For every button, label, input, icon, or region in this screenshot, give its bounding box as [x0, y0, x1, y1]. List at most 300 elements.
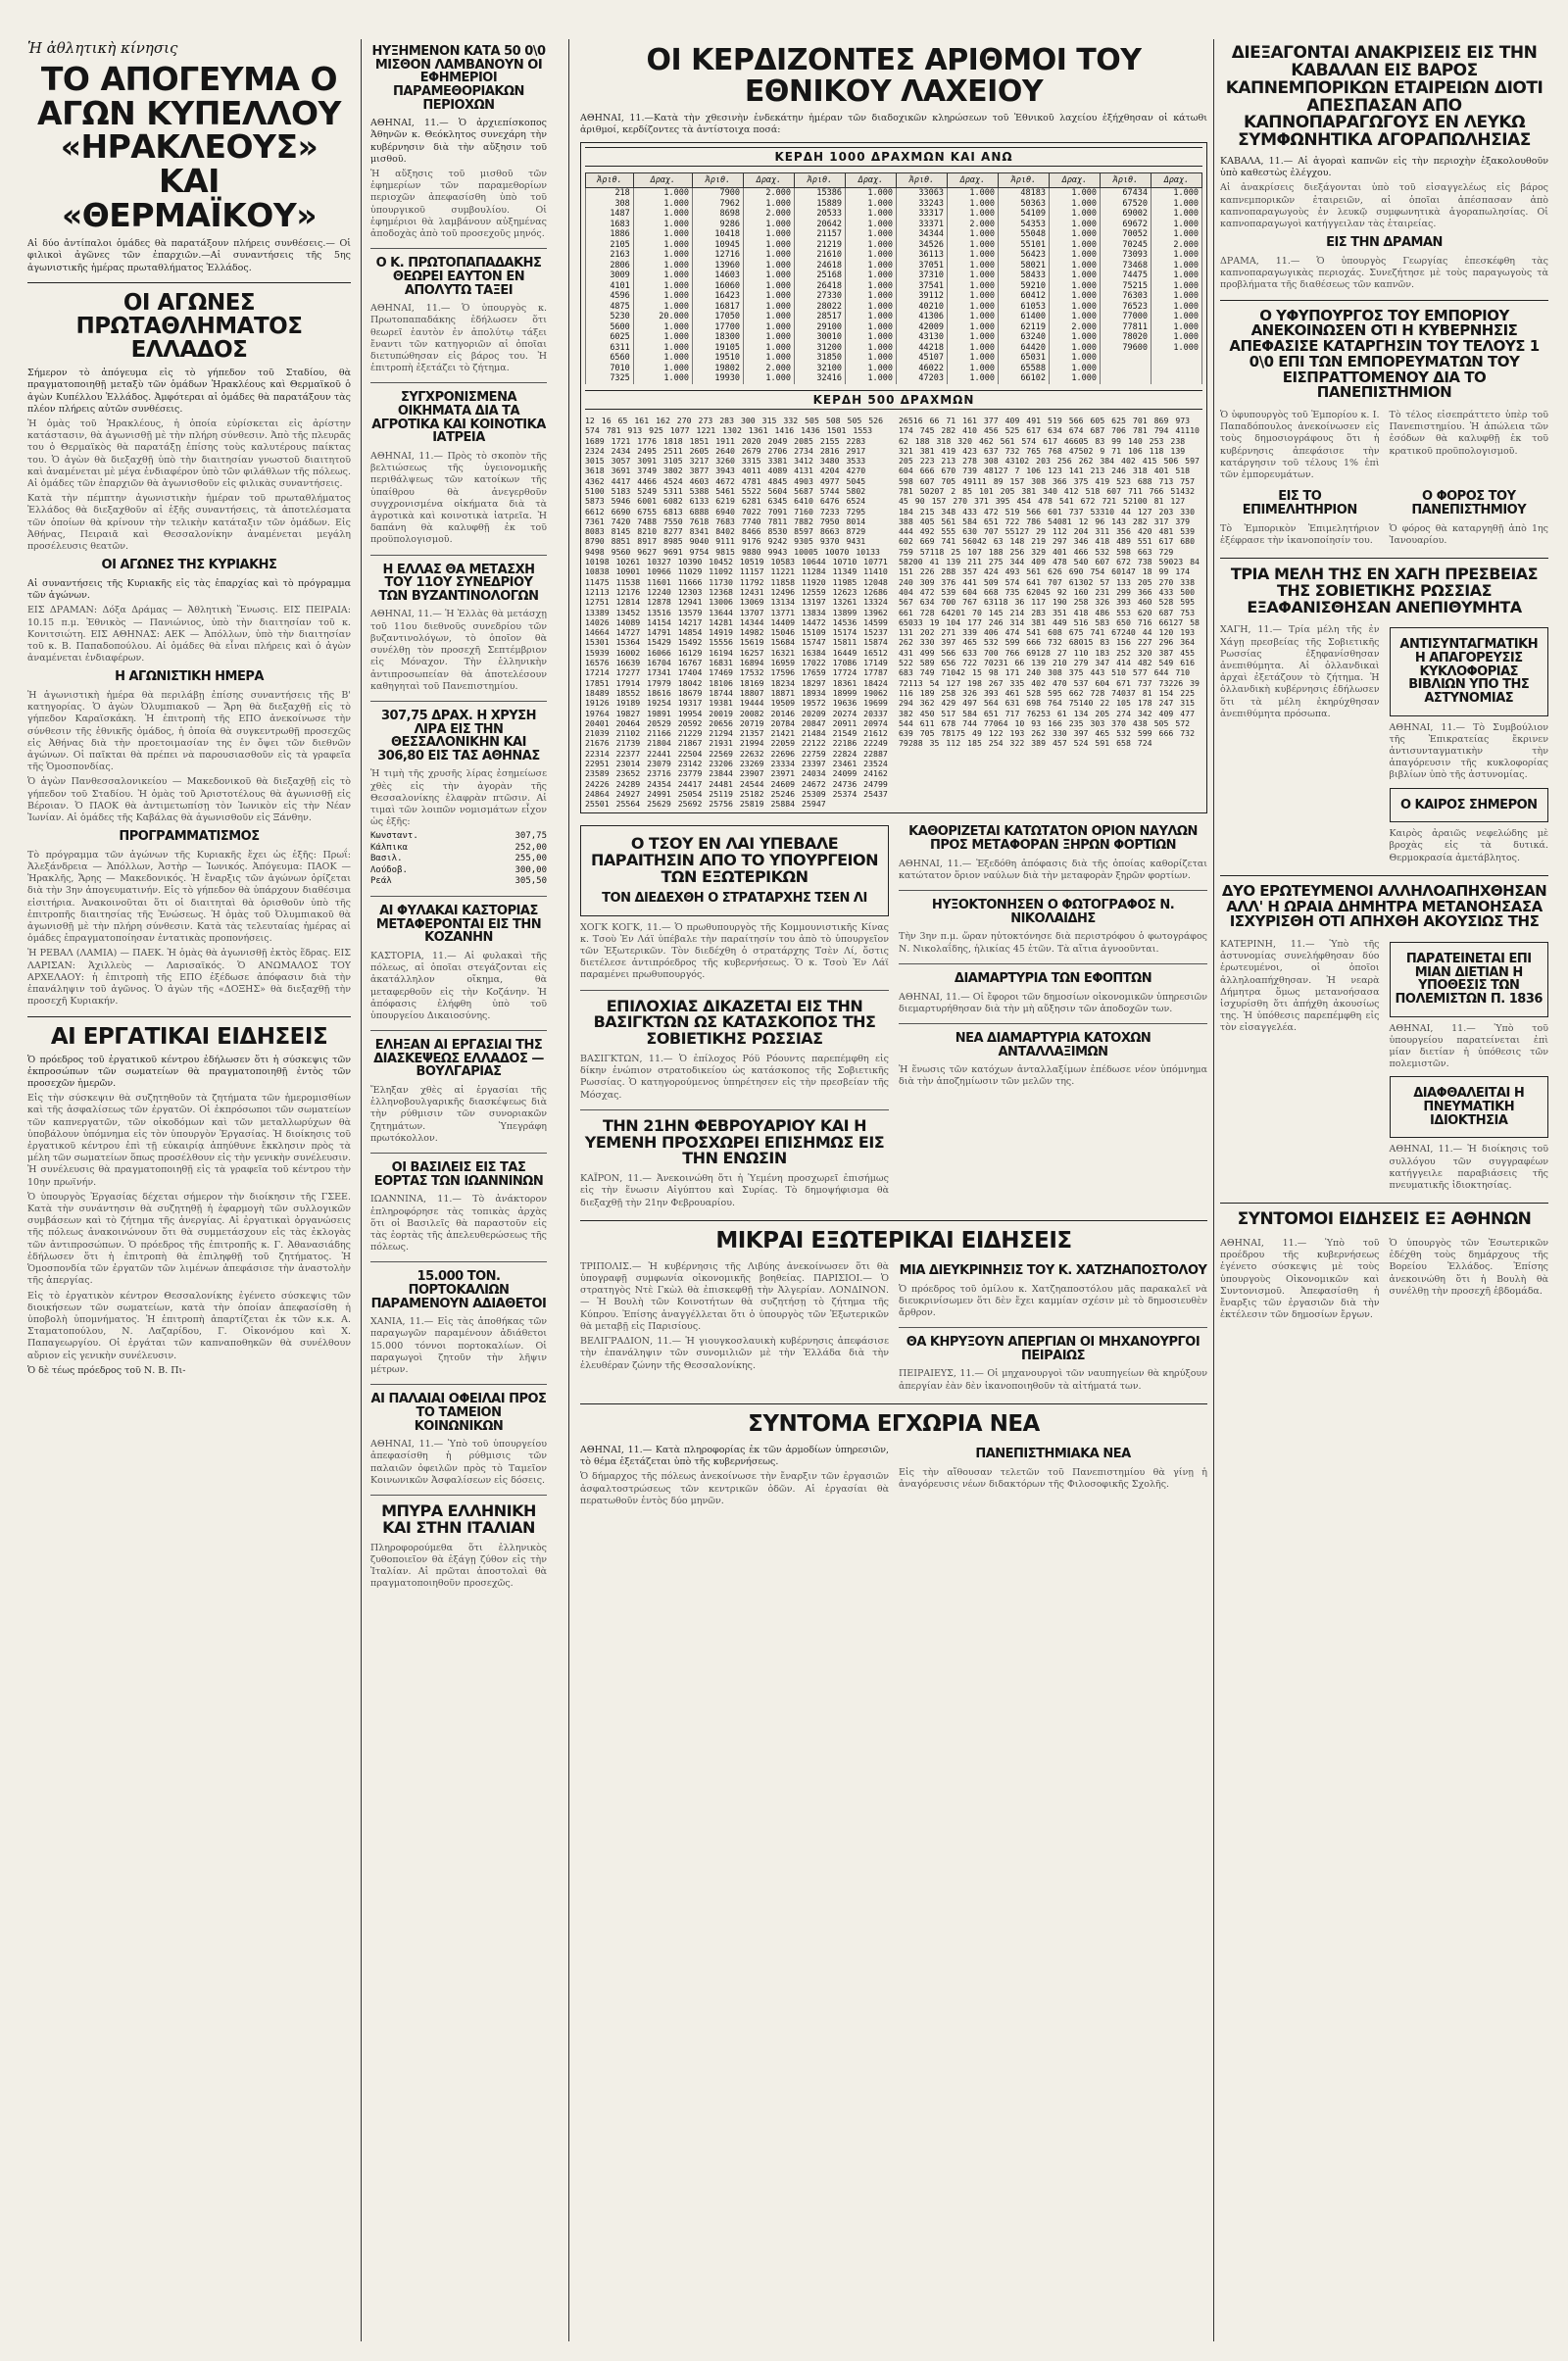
table-cell: 1.000: [845, 261, 896, 271]
table-cell: 1.000: [1151, 343, 1201, 354]
table-cell: 1.000: [845, 271, 896, 281]
table-cell: 4101: [586, 281, 634, 292]
table-cell: 1.000: [947, 373, 998, 384]
table-cell: 67520: [1100, 199, 1151, 210]
table-cell: 1.000: [947, 271, 998, 281]
lottery-numbers-left: 12 16 65 161 162 270 273 283 300 315 332 505 508 505 526 574 781 913 925 1077 1221 1302 1361 1416 1436 1501 1553 1689 1721 1776 1818 1851 1911 2020 2049 2085 2155 2283 2324 2434 2495 2511 2605 2640 2679 2706 2734 2816 2917 3015 3057 3091 3105 3217 3260 3315 3381 3412 3480 3533 3618 3691 3749 3802 3877 3943 4011 4089 4131 4204 4270 4362 4417 4466 4524 4603 4672 4781 4845 4903 4977 5045 5100 5183 5249 5311 5388 5461 5522 5604 5687 5744 5802 5873 5946 6001 6082 6133 6219 6281 6345 6410 6476 6524 6612 6690 6755 6813 6888 6940 7022 7091 7160 7233 7295 7361 7420 7488 7550 7618 7683 7740 7811 7882 7950 8014 8083 8145 8210 8277 8341 8402 8466 8530 8597 8663 8729 8790 8851 8917 8985 9040 9111 9176 9242 9305 9370 9431 9498 9560 9627 9691 9754 9815 9880 9943 10005 10070 10133 10198 10261 10327 10390 10452 10519 10583 10644 10710 10771 10838 10901 10966 11029 11092 11157 11221 11284 11349 11410 11475 11538 11601 11666 11730 11792 11858 11920 11985 12048 12113 12176 12240 12303 12368 12431 12496 12559 12623 12686 12751 12814 12878 12941 13006 13069 13134 13197 13261 13324 13389 13452 13516 13579 13644 13707 13771 13834 13899 13962 14026 14089 14154 14217 14281 14344 14409 14472 14536 14599 14664 14727 14791 14854 14919 14982 15046 15109 15174 15237 15301 15364 15429 15492 15556 15619 15684 15747 15811 15874 15939 16002 16066 16129 16194 16257 16321 16384 16449 16512 16576 16639 16704 16767 16831 16894 16959 17022 17086 17149 17214 17277 17341 17404 17469 17532 17596 17659 17724 17787 17851 17914 17979 18042 18106 18169 18234 18297 18361 18424 18489 18552 18616 18679 18744 18807 18871 18934 18999 19062 19126 19189 19254 19317 19381 19444 19509 19572 19636 19699 19764 19827 19891 19954 20019 20082 20146 20209 20274 20337 20401 20464 20529 20592 20656 20719 20784 20847 20911 20974 21039 21102 21166 21229 21294 21357 21421 21484 21549 21612 21676 21739 21804 21867 21931 21994 22059 22122 22186 22249 22314 22377 22441 22504 22569 22632 22696 22759 22824 22887 22951 23014 23079 23142 23206 23269 23334 23397 23461 23524 23589 23652 23716 23779 23844 23907 23971 24034 24099 24162 24226 24289 24354 24417 24481 24544 24609 24672 24736 24799 24864 24927 24991 25054 25119 25182 25246 25309 25374 25437 25501 25564 25629 25692 25756 25819 25884 25947: [585, 415, 888, 810]
table-cell: 1.000: [743, 250, 794, 261]
table-cell: 1.000: [743, 281, 794, 292]
table-cell: 3009: [586, 271, 634, 281]
table-cell: 7325: [586, 373, 634, 384]
table-cell: 20533: [794, 209, 845, 220]
table-cell: 1487: [586, 209, 634, 220]
article-text: Ὁ δὲ τέως πρόεδρος τοῦ Ν. Β. Πι-: [27, 1364, 186, 1376]
table-cell: 24618: [794, 261, 845, 271]
table-cell: 69002: [1100, 209, 1151, 220]
headline-byzantine-congress: Η ΕΛΛΑΣ ΘΑ ΜΕΤΑΣΧΗ ΤΟΥ 11ΟΥ ΣΥΝΕΔΡΙΟΥ ΤΩΝ ΒΥΖΑΝΤΙΝΟΛΟΓΩΝ: [378, 562, 539, 604]
table-cell: 1.000: [743, 312, 794, 322]
table-cell: 1.000: [1049, 353, 1100, 364]
lottery-results-table: [585, 172, 1202, 384]
table-cell: 1.000: [845, 332, 896, 343]
column-rule: [1213, 39, 1214, 2341]
headline-university-news: ΠΑΝΕΠΙΣΤΗΜΙΑΚΑ ΝΕΑ: [975, 1446, 1131, 1461]
table-cell: 1.000: [947, 261, 998, 271]
table-cell: 1.000: [1049, 261, 1100, 271]
lead-text: ΑΘΗΝΑΙ, 11.—Κατὰ τὴν χθεσινὴν ἐνδεκάτην ἡμέραν τῶν διαδοχικῶν κληρώσεων τοῦ Ἐθνικοῦ λαχείου ἐξήχθησαν οἱ κάτωθι ἀριθμοί, κερδίζοντες τὰ ἀντίστοιχα ποσά:: [580, 113, 1207, 136]
table-cell: 32100: [794, 364, 845, 374]
headline-book-ban: ΑΝΤΙΣΥΝΤΑΓΜΑΤΙΚΗ Η ΑΠΑΓΟΡΕΥΣΙΣ ΚΥΚΛΟΦΟΡΙΑΣ ΒΙΒΛΙΩΝ ΥΠΟ ΤΗΣ ΑΣΤΥΝΟΜΙΑΣ: [1399, 637, 1539, 706]
table-cell: 2163: [586, 250, 634, 261]
table-cell: 1.000: [845, 364, 896, 374]
lottery-band-1000: ΚΕΡΔΗ 1000 ΔΡΑΧΜΩΝ ΚΑΙ ΑΝΩ: [585, 147, 1202, 167]
table-cell: 1.000: [633, 188, 692, 199]
table-cell: 1.000: [633, 343, 692, 354]
table-cell: 77000: [1100, 312, 1151, 322]
table-cell: 1.000: [947, 322, 998, 333]
table-cell: 50363: [998, 199, 1049, 210]
table-cell: 2.000: [743, 364, 794, 374]
table-cell: 1.000: [1151, 199, 1201, 210]
table-cell: 1.000: [743, 220, 794, 230]
headline-machinists-strike: ΘΑ ΚΗΡΥΞΟΥΝ ΑΠΕΡΓΙΑΝ ΟΙ ΜΗΧΑΝΟΥΡΓΟΙ ΠΕΙΡΑΙΩΣ: [906, 1335, 1200, 1363]
table-cell: [1100, 364, 1151, 374]
table-cell: 55101: [998, 240, 1049, 251]
headline-cup-match: ΤΟ ΑΠΟΓΕΥΜΑ Ο ΑΓΩΝ ΚΥΠΕΛΛΟΥ «ΗΡΑΚΛΕΟΥΣ» ΚΑΙ «ΘΕΡΜΑΪΚΟΥ»: [37, 60, 341, 234]
table-cell: 12716: [692, 250, 743, 261]
table-cell: 1.000: [633, 332, 692, 343]
table-cell: 37051: [896, 261, 947, 271]
table-cell: 308: [586, 199, 634, 210]
table-cell: 66102: [998, 373, 1049, 384]
price-row: Κάλπικα 252,00: [370, 842, 547, 853]
table-cell: 28517: [794, 312, 845, 322]
table-cell: 63240: [998, 332, 1049, 343]
table-cell: 31850: [794, 353, 845, 364]
table-cell: 17050: [692, 312, 743, 322]
table-cell: 62119: [998, 322, 1049, 333]
table-cell: 1.000: [633, 271, 692, 281]
table-cell: 20.000: [633, 312, 692, 322]
table-cell: 39112: [896, 291, 947, 302]
headline-bulgaria-conference: ΕΛΗΞΑΝ ΑΙ ΕΡΓΑΣΙΑΙ ΤΗΣ ΔΙΑΣΚΕΨΕΩΣ ΕΛΛΑΔΟΣ — ΒΟΥΛΓΑΡΙΑΣ: [373, 1038, 544, 1080]
table-cell: [1151, 353, 1201, 364]
table-cell: 1.000: [1049, 364, 1100, 374]
table-row: [586, 364, 1202, 374]
table-row: [586, 322, 1202, 333]
table-cell: 21157: [794, 229, 845, 240]
lottery-numbers-right: 26516 66 71 161 377 409 491 519 566 605 625 701 869 973 174 745 282 410 456 525 617 634 674 687 706 781 794 41110 62 188 318 320 462 561 574 617 46605 83 99 140 253 238 321 381 419 423 637 732 765 768 47502 9 71 106 118 139 205 223 213 278 308 43102 203 256 262 384 402 415 506 597 604 666 670 739 48127 7 106 123 141 213 246 318 401 518 598 607 705 49111 89 157 308 366 375 419 523 688 713 757 781 50207 2 85 101 205 381 340 412 518 607 711 766 51432 45 90 157 270 371 395 454 478 541 672 721 52100 81 127 184 215 348 433 472 519 566 601 737 53310 44 127 203 330 388 405 561 584 651 722 786 54081 12 96 143 282 317 379 444 492 555 630 707 55127 29 112 204 311 356 420 481 539 602 669 741 56042 63 148 219 297 346 418 489 551 617 680 759 57118 25 107 188 256 329 401 466 532 598 663 729 58200 41 139 211 275 344 409 478 540 607 672 738 59023 84 151 226 288 357 424 493 561 626 690 754 60147 18 99 174 240 309 376 441 509 574 641 707 61302 57 133 205 270 338 404 472 539 604 668 735 62045 92 160 231 299 366 433 500 567 634 700 767 63118 36 117 190 258 326 393 460 528 595 661 728 64201 70 145 214 283 351 418 486 553 620 687 753 65033 19 104 177 246 314 381 449 516 583 650 716 66127 58 131 202 271 339 406 474 541 608 675 741 67240 44 120 193 262 330 397 465 532 599 666 732 68015 83 156 227 296 364 431 499 566 633 700 766 69128 27 110 183 252 320 387 455 522 589 656 722 70231 66 139 210 279 347 414 482 549 616 683 749 71042 15 98 171 240 308 375 443 510 577 644 710 72113 54 127 198 267 335 402 470 537 604 671 737 73226 39 116 189 258 326 393 461 528 595 662 728 74037 81 154 225 294 362 429 497 564 631 698 764 75140 22 105 178 247 315 382 450 517 584 651 717 76253 61 134 205 274 342 409 477 544 611 678 744 77064 10 93 166 235 303 370 438 505 572 639 705 78175 49 122 193 262 330 397 465 532 599 666 732 79288 35 112 185 254 322 389 457 524 591 658 724: [899, 415, 1200, 749]
table-header: Ἀριθ.: [1100, 173, 1151, 188]
table-row: [586, 353, 1202, 364]
table-cell: 75215: [1100, 281, 1151, 292]
table-header: Δραχ.: [743, 173, 794, 188]
table-cell: 5230: [586, 312, 634, 322]
table-cell: 1.000: [1151, 322, 1201, 333]
table-cell: 1.000: [947, 364, 998, 374]
headline-lottery: ΟΙ ΚΕΡΔΙΖΟΝΤΕΣ ΑΡΙΘΜΟΙ ΤΟΥ ΕΘΝΙΚΟΥ ΛΑΧΕΙΟΥ: [646, 43, 1142, 109]
table-cell: 1.000: [947, 209, 998, 220]
table-cell: 69672: [1100, 220, 1151, 230]
table-cell: 32416: [794, 373, 845, 384]
table-cell: 1.000: [1049, 281, 1100, 292]
table-header: Δραχ.: [1151, 173, 1201, 188]
headline-greek-beer: ΜΠΥΡΑ ΕΛΛΗΝΙΚΗ ΚΑΙ ΣΤΗΝ ΙΤΑΛΙΑΝ: [381, 1501, 536, 1537]
table-cell: 1.000: [1151, 209, 1201, 220]
table-cell: 1.000: [1049, 373, 1100, 384]
table-header: Δραχ.: [633, 173, 692, 188]
table-cell: 1.000: [1151, 220, 1201, 230]
table-cell: 1.000: [947, 281, 998, 292]
price-row: Λούδοβ. 300,00: [370, 864, 547, 875]
lottery-results-box: [580, 142, 1207, 813]
article-text: Ὁ πρόεδρος τοῦ ἐργατικοῦ κέντρου ἐδήλωσεν ὅτι ἡ σύσκεψις τῶν ἐκπροσώπων τῶν σωματείων θὰ πραγματοποιηθῇ ἐντὸς τῶν προσεχῶν ἡμερῶν.: [27, 1054, 351, 1090]
table-cell: 1.000: [845, 353, 896, 364]
headline-soviet-embassy: ΤΡΙΑ ΜΕΛΗ ΤΗΣ ΕΝ ΧΑΓΗ ΠΡΕΣΒΕΙΑΣ ΤΗΣ ΣΟΒΙΕΤΙΚΗΣ ΡΩΣΣΙΑΣ ΕΞΑΦΑΝΙΣΘΗΣΑΝ ΑΝΕΠΙΘΥΜΗΤΑ: [1230, 564, 1539, 616]
table-cell: 1.000: [633, 364, 692, 374]
table-cell: 46022: [896, 364, 947, 374]
table-cell: 1.000: [633, 209, 692, 220]
table-cell: 70052: [1100, 229, 1151, 240]
table-row: [586, 281, 1202, 292]
table-row: [586, 261, 1202, 271]
table-header: Ἀριθ.: [998, 173, 1049, 188]
article-text: ΑΘΗΝΑΙ, 11.— Κατὰ πληροφορίας ἐκ τῶν ἁρμοδίων ὑπηρεσιῶν, τὸ θέμα ἐξετάζεται ὑπὸ τῆς κυβερνήσεως.: [580, 1444, 889, 1468]
table-cell: 70245: [1100, 240, 1151, 251]
table-cell: 28022: [794, 302, 845, 313]
table-cell: 1.000: [633, 261, 692, 271]
table-cell: 1.000: [845, 220, 896, 230]
table-cell: 1.000: [1151, 281, 1201, 292]
table-cell: 1.000: [633, 199, 692, 210]
table-cell: 1.000: [633, 291, 692, 302]
table-row: [586, 250, 1202, 261]
headline-inspectors: ΔΙΑΜΑΡΤΥΡΙΑ ΤΩΝ ΕΦΟΠΤΩΝ: [954, 970, 1152, 986]
table-cell: 6311: [586, 343, 634, 354]
headline-yemen: ΤΗΝ 21ΗΝ ΦΕΒΡΟΥΑΡΙΟΥ ΚΑΙ Η ΥΕΜΕΝΗ ΠΡΟΣΧΩΡΕΙ ΕΠΙΣΗΜΩΣ ΕΙΣ ΤΗΝ ΕΝΩΣΙΝ: [584, 1115, 885, 1168]
table-cell: 64420: [998, 343, 1049, 354]
table-row: [586, 199, 1202, 210]
table-cell: 79600: [1100, 343, 1151, 354]
headline-university-tax: Ο ΥΦΥΠΟΥΡΓΟΣ ΤΟΥ ΕΜΠΟΡΙΟΥ ΑΝΕΚΟΙΝΩΣΕΝ ΟΤΙ Η ΚΥΒΕΡΝΗΣΙΣ ΑΠΕΦΑΣΙΣΕ ΚΑΤΑΡΓΗΣΙΝ ΤΟΥ ΤΕΛΟΥΣ 1 0\0 ΕΠΙ ΤΩΝ ΕΜΠΟΡΕΥΜΑΤΩΝ ΤΟΥ ΕΙΣΠΡΑΤΤΟΜΕΝΟΥ ΔΙΑ ΤΟ ΠΑΝΕΠΙΣΤΗΜΙΟΝ: [1229, 306, 1540, 402]
table-header: Ἀριθ.: [896, 173, 947, 188]
table-cell: 36113: [896, 250, 947, 261]
table-cell: 1.000: [743, 373, 794, 384]
table-cell: 1.000: [1049, 343, 1100, 354]
headline-athens-briefs: ΣΥΝΤΟΜΟΙ ΕΙΔΗΣΕΙΣ ΕΞ ΑΘΗΝΩΝ: [1237, 1209, 1532, 1230]
table-cell: 33317: [896, 209, 947, 220]
table-cell: 33371: [896, 220, 947, 230]
table-cell: 1.000: [845, 281, 896, 292]
table-cell: 1.000: [743, 302, 794, 313]
table-cell: 7962: [692, 199, 743, 210]
table-cell: 30010: [794, 332, 845, 343]
table-cell: 16817: [692, 302, 743, 313]
table-cell: 1.000: [743, 261, 794, 271]
table-cell: 40210: [896, 302, 947, 313]
table-row: [586, 188, 1202, 199]
table-row: [586, 271, 1202, 281]
table-cell: 1.000: [743, 240, 794, 251]
subhead-matchday: Η ΑΓΩΝΙΣΤΙΚΗ ΗΜΕΡΑ: [115, 669, 264, 685]
table-cell: 37310: [896, 271, 947, 281]
article-text: ΚΑΒΑΛΑ, 11.— Αἱ ἀγοραὶ καπνῶν εἰς τὴν περιοχὴν ἐξακολουθοῦν ὑπὸ καθεστὼς ἐλέγχου.: [1220, 156, 1548, 179]
column-economy: ΔΙΕΞΑΓΟΝΤΑΙ ΑΝΑΚΡΙΣΕΙΣ ΕΙΣ ΤΗΝ ΚΑΒΑΛΑΝ ΕΙΣ ΒΑΡΟΣ ΚΑΠΝΕΜΠΟΡΙΚΩΝ ΕΤΑΙΡΕΙΩΝ ΔΙΟΤΙ ΑΠΕΣΠΑΣΑΝ ΑΠΟ ΚΑΠΝΟΠΑΡΑΓΩΓΟΥΣ ΕΝ ΛΕΥΚΩ ΣΥΜΦΩΝΗΤΙΚΑ ΑΓΟΡΑΠΩΛΗΣΙΑΣ ΚΑΒΑΛΑ, 11.— Αἱ ἀγοραὶ καπνῶν εἰς τὴν περιοχὴν ἐξακολουθοῦν ὑπὸ καθεστὼς ἐλέγχου. Αἱ ἀνακρίσεις διεξάγονται ὑπὸ τοῦ εἰσαγγελέως εἰς βάρος καπνεμπορικῶν ἑταιρειῶν, αἱ ὁποῖαι ἀπέσπασαν ἀπὸ καπνοπαραγωγοὺς ἐν λευκῷ συμφωνητικὰ ἀγοραπωλησίας. Οἱ καπνοπαραγωγοὶ κατήγγειλαν τὰς ἑταιρείας. ΕΙΣ ΤΗΝ ΔΡΑΜΑΝ ΔΡΑΜΑ, 11.— Ὁ ὑπουργὸς Γεωργίας ἐπεσκέφθη τὰς καπνοπαραγωγικὰς περιοχάς. Συνεζήτησε μὲ τοὺς παραγωγοὺς τὰ προβλήματα τῆς διαθέσεως τῶν καπνῶν. Ο ΥΦΥΠΟΥΡΓΟΣ ΤΟΥ ΕΜΠΟΡΙΟΥ ΑΝΕΚΟΙΝΩΣΕΝ ΟΤΙ Η ΚΥΒΕΡΝΗΣΙΣ ΑΠΕΦΑΣΙΣΕ ΚΑΤΑΡΓΗΣΙΝ ΤΟΥ ΤΕΛΟΥΣ 1 0\0 ΕΠΙ ΤΩΝ ΕΜΠΟΡΕΥΜΑΤΩΝ ΤΟΥ ΕΙΣΠΡΑΤΤΟΜΕΝΟΥ ΔΙΑ ΤΟ ΠΑΝΕΠΙΣΤΗΜΙΟΝ Ὁ ὑφυπουργὸς τοῦ Ἐμπορίου κ. Ι. Παπαδόπουλος ἀνεκοίνωσεν εἰς τοὺς δημοσιογράφους ὅτι ἡ κυβέρνησις ἀπεφάσισε τὴν κατάργησιν τοῦ τέλους 1% ἐπὶ τῶν ἐμπορευμάτων. Τὸ τέλος εἰσεπράττετο ὑπὲρ τοῦ Πανεπιστημίου. Ἡ ἀπώλεια τῶν ἐσόδων θὰ καλυφθῇ ἐκ τοῦ κρατικοῦ προϋπολογισμοῦ. ΕΙΣ ΤΟ ΕΠΙΜΕΛΗΤΗΡΙΟΝ Τὸ Ἐμπορικὸν Ἐπιμελητήριον ἐξέφρασε τὴν ἱκανοποίησίν του. Ο ΦΟΡΟΣ ΤΟΥ ΠΑΝΕΠΙΣΤΗΜΙΟΥ Ὁ φόρος θὰ καταργηθῇ ἀπὸ 1ης Ἰανουαρίου. ΤΡΙΑ ΜΕΛΗ ΤΗΣ ΕΝ ΧΑΓΗ ΠΡΕΣΒΕΙΑΣ ΤΗΣ ΣΟΒΙΕΤΙΚΗΣ ΡΩΣΣΙΑΣ ΕΞΑΦΑΝΙΣΘΗΣΑΝ ΑΝΕΠΙΘΥΜΗΤΑ ΧΑΓΗ, 11.— Τρία μέλη τῆς ἐν Χάγῃ πρεσβείας τῆς Σοβιετικῆς Ρωσσίας ἐξηφανίσθησαν ἀνεπιθύμητα. Αἱ ὀλλανδικαὶ ἀρχαὶ ἐξετάζουν τὸ ζήτημα. Ἡ ὀλλανδικὴ κυβέρνησις ἐδήλωσεν ὅτι τὰ μέλη ἐκηρύχθησαν ἀνεπιθύμητα πρόσωπα. ΑΝΤΙΣΥΝΤΑΓΜΑΤΙΚΗ Η ΑΠΑΓΟΡΕΥΣΙΣ ΚΥΚΛΟΦΟΡΙΑΣ ΒΙΒΛΙΩΝ ΥΠΟ ΤΗΣ ΑΣΤΥΝΟΜΙΑΣ ΑΘΗΝΑΙ, 11.— Τὸ Συμβούλιον τῆς Ἐπικρατείας ἔκρινεν ἀντισυνταγματικὴν τὴν ἀπαγόρευσιν τῆς κυκλοφορίας βιβλίων ὑπὸ τῆς ἀστυνομίας. Ο ΚΑΙΡΟΣ ΣΗΜΕΡΟΝ Καιρὸς ἀραιῶς νεφελώδης μὲ βροχὰς εἰς τὰ δυτικά. Θερμοκρασία ἀμετάβλητος. ΔΥΟ ΕΡΩΤΕΥΜΕΝΟΙ ΑΛΛΗΛΟΑΠΗΧΘΗΣΑΝ ΑΛΛ' Η ΩΡΑΙΑ ΔΗΜΗΤΡΑ ΜΕΤΑΝΟΗΣΑΣΑ ΙΣΧΥΡΙΣΘΗ ΟΤΙ ΑΠΗΧΘΗ ΑΚΟΥΣΙΩΣ ΤΗΣ ΚΑΤΕΡΙΝΗ, 11.— Ὑπὸ τῆς ἀστυνομίας συνελήφθησαν δύο ἐρωτευμένοι, οἱ ὁποῖοι ἀλληλοαπήχθησαν. Ἡ νεαρὰ Δήμητρα ὅμως μετανοήσασα ἰσχυρίσθη ὅτι ἀπήχθη ἀκουσίως της. Ἡ ὑπόθεσις παρεπέμφθη εἰς τὸν εἰσαγγελέα. ΠΑΡΑΤΕΙΝΕΤΑΙ ΕΠΙ ΜΙΑΝ ΔΙΕΤΙΑΝ Η ΥΠΟΘΕΣΙΣ ΤΩΝ ΠΟΛΕΜΙΣΤΩΝ Π. 1836 ΑΘΗΝΑΙ, 11.— Ὑπὸ τοῦ ὑπουργείου παρατείνεται ἐπὶ μίαν διετίαν ἡ ὑπόθεσις τῶν πολεμιστῶν. ΔΙΑΦΘΑΛΕΙΤΑΙ Η ΠΝΕΥΜΑΤΙΚΗ ΙΔΙΟΚΤΗΣΙΑ ΑΘΗΝΑΙ, 11.— Ἡ διοίκησις τοῦ συλλόγου τῶν συγγραφέων κατήγγειλε παραβιάσεις τῆς πνευματικῆς ἰδιοκτησίας. ΣΥΝΤΟΜΟΙ ΕΙΔΗΣΕΙΣ ΕΞ ΑΘΗΝΩΝ ΑΘΗΝΑΙ, 11.— Ὑπὸ τοῦ προέδρου τῆς κυβερνήσεως ἐγένετο σύσκεψις μὲ τοὺς ὑπουργοὺς Οἰκονομικῶν καὶ Συντονισμοῦ. Ἀπεφασίσθη ἡ ἔναρξις τῶν ἐργασιῶν διὰ τὴν ἐκτέλεσιν τῶν δημοσίων ἔργων. Ὁ ὑπουργὸς τῶν Ἐσωτερικῶν ἐδέχθη τοὺς δημάρχους τῆς Βορείου Ἑλλάδος. Ἐπίσης ἀνεκοινώθη ὅτι ἡ Βουλὴ θὰ συνέλθῃ τὴν προσεχῆ ἑβδομάδα.: [1220, 43, 1548, 1321]
article-text: ΑΘΗΝΑΙ, 11.— Ὁ ἀρχιεπίσκοπος Ἀθηνῶν κ. Θεόκλητος συνεχάρη τὴν κυβέρνησιν διὰ τὴν αὔξησιν τοῦ μισθοῦ.: [370, 118, 547, 165]
table-cell: 1.000: [947, 332, 998, 343]
table-cell: 20642: [794, 220, 845, 230]
table-cell: 1.000: [1049, 302, 1100, 313]
headline-copyright: ΔΙΑΦΘΑΛΕΙΤΑΙ Η ΠΝΕΥΜΑΤΙΚΗ ΙΔΙΟΚΤΗΣΙΑ: [1413, 1086, 1525, 1128]
headline-clinics: ΣΥΓΧΡΟΝΙΣΜΕΝΑ ΟΙΚΗΜΑΤΑ ΔΙΑ ΤΑ ΑΓΡΟΤΙΚΑ ΚΑΙ ΚΟΙΝΟΤΙΚΑ ΙΑΤΡΕΙΑ: [371, 390, 546, 446]
table-cell: 1683: [586, 220, 634, 230]
table-cell: 1.000: [845, 250, 896, 261]
table-cell: 61400: [998, 312, 1049, 322]
headline-freight: ΚΑΘΟΡΙΖΕΤΑΙ ΚΑΤΩΤΑΤΟΝ ΟΡΙΟΝ ΝΑΥΛΩΝ ΠΡΟΣ ΜΕΤΑΦΟΡΑΝ ΞΗΡΩΝ ΦΟΡΤΙΩΝ: [908, 824, 1198, 854]
price-row: Ρεάλ 305,50: [370, 876, 547, 887]
price-row: Βασιλ. 255,00: [370, 854, 547, 864]
table-cell: 59210: [998, 281, 1049, 292]
table-cell: 1.000: [845, 199, 896, 210]
table-cell: 7010: [586, 364, 634, 374]
table-cell: 65588: [998, 364, 1049, 374]
table-cell: 1.000: [633, 220, 692, 230]
column-sports: Ἡ ἀθλητικὴ κίνησις ΤΟ ΑΠΟΓΕΥΜΑ Ο ΑΓΩΝ ΚΥΠΕΛΛΟΥ «ΗΡΑΚΛΕΟΥΣ» ΚΑΙ «ΘΕΡΜΑΪΚΟΥ» Αἱ δύο ἀντίπαλοι ὁμάδες θὰ παρατάξουν πλήρεις συνθέσεις.— Οἱ φιλικοὶ ἀγῶνες τῶν ἐπαρχιῶν.—Αἱ συναντήσεις τῆς 5ης ἀγωνιστικῆς ἡμέρας πρωταθλήματος Ἑλλάδος. ΟΙ ΑΓΩΝΕΣ ΠΡΩΤΑΘΛΗΜΑΤΟΣ ΕΛΛΑΔΟΣ Σήμερον τὸ ἀπόγευμα εἰς τὸ γήπεδον τοῦ Σταδίου, θὰ πραγματοποιηθῇ μεταξὺ τῶν ὁμάδων Ἡρακλέους καὶ Θερμαϊκοῦ ὁ ἀγὼν Κυπέλλου Ἑλλάδος. Ἀμφότεραι αἱ ὁμάδες θὰ παρατάξουν τὰς πλέον πλήρεις αὐτῶν συνθέσεις. Ἡ ὁμὰς τοῦ Ἡρακλέους, ἡ ὁποία εὑρίσκεται εἰς ἀρίστην κατάστασιν, θὰ ἀγωνισθῇ μὲ τὴν πλήρη σύνθεσιν. Ἀπὸ τῆς πλευρᾶς του ὁ Θερμαϊκὸς θὰ παρατάξῃ ἐπίσης τοὺς καλυτέρους παίκτας του. Ὁ ἀγὼν θὰ διεξαχθῇ ὑπὸ τὴν διαιτησίαν γνωστοῦ διαιτητοῦ καὶ ἀναμένεται μὲ μέγα ἐνδιαφέρον ὑπὸ τῶν φιλάθλων τῆς πόλεως. Αἱ ὁμάδες τῶν ἐπαρχιῶν θὰ ἀγωνισθοῦν εἰς φιλικὰς συναντήσεις. Κατὰ τὴν πέμπτην ἀγωνιστικὴν ἡμέραν τοῦ πρωταθλήματος Ἑλλάδος θὰ διεξαχθοῦν αἱ ἑξῆς συναντήσεις, τὰ ἀποτελέσματα τῶν ὁποίων θὰ κρίνουν τὴν τελικὴν κατάταξιν τῶν ὁμάδων. Εἰς Ἀθήνας, Πειραιᾶ καὶ Θεσσαλονίκην ἀναμένεται μεγάλη προσέλευσις θεατῶν. ΟΙ ΑΓΩΝΕΣ ΤΗΣ ΚΥΡΙΑΚΗΣ Αἱ συναντήσεις τῆς Κυριακῆς εἰς τὰς ἐπαρχίας καὶ τὸ πρόγραμμα τῶν ἀγώνων. ΕΙΣ ΔΡΑΜΑΝ: Δόξα Δράμας — Ἀθλητικὴ Ἕνωσις. ΕΙΣ ΠΕΙΡΑΙΑ: 10.15 π.μ. Ἐθνικὸς — Πανιώνιος, ὑπὸ τὴν διαιτησίαν τοῦ κ. Κονιτσιώτη. ΕΙΣ ΑΘΗΝΑΣ: ΑΕΚ — Ἀπόλλων, ὑπὸ τὴν διαιτησίαν τοῦ κ. Β. Παπαδοπούλου. Αἱ ὁμάδες θὰ εἶναι πλήρεις καὶ ὁ ἀγὼν ἀναμένεται ἐνδιαφέρων. Η ΑΓΩΝΙΣΤΙΚΗ ΗΜΕΡΑ Ἡ ἀγωνιστικὴ ἡμέρα θὰ περιλάβῃ ἐπίσης συναντήσεις τῆς Β' κατηγορίας. Ὁ ἀγὼν Ὀλυμπιακοῦ — Ἄρη θὰ διεξαχθῇ εἰς τὸ γήπεδον Καραϊσκάκη. Ἡ ἐπιτροπὴ τῆς ΕΠΟ ἀνεκοίνωσε τὴν σύνθεσιν τῆς ἐθνικῆς ὁμάδος, ἡ ὁποία θὰ συγκεντρωθῇ προσεχῶς εἰς Ἀθήνας διὰ τὴν προετοιμασίαν της ἐν ὄψει τῶν διεθνῶν ἀγώνων. Οἱ παῖκται θὰ πρέπει νὰ παρουσιασθοῦν εἰς τὰ γραφεῖα τῆς Ὁμοσπονδίας. Ὁ ἀγὼν Πανθεσσαλονικείου — Μακεδονικοῦ θὰ διεξαχθῇ εἰς τὸ γήπεδον τοῦ Σταδίου. Ἡ ὁμὰς τοῦ Ἀριστοτέλους θὰ ἀγωνισθῇ εἰς Βέροιαν. Ὁ ΠΑΟΚ θὰ ἀντιμετωπίσῃ τὸν Ἰωνικὸν εἰς τὴν Νέαν Ἰωνίαν. Αἱ ὁμάδες τῆς Καβάλας θὰ ἀγωνισθοῦν εἰς Ξάνθην. ΠΡΟΓΡΑΜΜΑΤΙΣΜΟΣ Τὸ πρόγραμμα τῶν ἀγώνων τῆς Κυριακῆς ἔχει ὡς ἑξῆς: Πρωΐ: Ἀλεξάνδρεια — Ἀπόλλων, Ἀστὴρ — Ἰωνικός. Ἀπόγευμα: ΠΑΟΚ — Ἡρακλῆς, Ἄρης — Μακεδονικός. Ἡ ἔναρξις τῶν ἀγώνων ὁρίζεται διὰ τὴν 3ην ἀπογευματινήν. Εἰς τὸ γήπεδον θὰ ὑπάρχουν διαθέσιμα εἰσιτήρια. Ἀνακοινοῦται ὅτι οἱ διαιτηταὶ θὰ ὁρισθοῦν ὑπὸ τῆς ἐπιτροπῆς διαιτησίας τῆς Ἑνώσεως. Ἡ ὁμὰς τοῦ Ὀλυμπιακοῦ θὰ ἀγωνισθῇ μὲ τὴν πλήρη σύνθεσιν. Κατὰ τὰς τελευταίας ἡμέρας αἱ ὁμάδες ἐπραγματοποίησαν ἐντατικὰς προπονήσεις. Ἡ ΡΕΒΑΛ (ΛΑΜΙΑ) — ΠΑΕΚ. Ἡ ὁμὰς θὰ ἀγωνισθῇ ἐκτὸς ἕδρας. ΕΙΣ ΛΑΡΙΣΑΝ: Ἀχιλλεὺς — Λαρισαϊκός. Ὁ ΑΝΩΜΑΛΟΣ ΤΟΥ ΑΡΧΕΛΑΟΥ: ἡ ἐπιτροπὴ τῆς ΕΠΟ ἐξέδωσε ἀπόφασιν διὰ τὴν ἐπανάληψιν τοῦ ἀγῶνος. Ὁ ἀγὼν τῆς «ΔΟΞΗΣ» θὰ διεξαχθῇ τὴν προσεχῆ Κυριακήν. ΑΙ ΕΡΓΑΤΙΚΑΙ ΕΙΔΗΣΕΙΣ Ὁ πρόεδρος τοῦ ἐργατικοῦ κέντρου ἐδήλωσεν ὅτι ἡ σύσκεψις τῶν ἐκπροσώπων τῶν σωματείων θὰ πραγματοποιηθῇ ἐντὸς τῶν προσεχῶν ἡμερῶν. Εἰς τὴν σύσκεψιν θὰ συζητηθοῦν τὰ ζητήματα τῶν ἡμερομισθίων καὶ τῆς ἀσφαλίσεως τῶν ἐργατῶν. Οἱ ἐκπρόσωποι τῶν σωματείων τῶν καπνεργατῶν, τῶν οἰκοδόμων καὶ τῶν μεταλλωρύχων θὰ ὑποβάλουν ὑπόμνημα εἰς τὸν ὑπουργὸν Ἐργασίας. Ἡ διοίκησις τοῦ ἐργατικοῦ κέντρου ἐπὶ τῇ εὐκαιρίᾳ ἀπηύθυνε ἔκκλησιν πρὸς τὰ μέλη τῶν σωματείων ὅπως προσέλθουν εἰς τὴν γενικὴν συνέλευσιν. Ἡ συνέλευσις θὰ πραγματοποιηθῇ εἰς τὰ γραφεῖα τοῦ κέντρου τὴν 10ην πρωϊνήν. Ὁ ὑπουργὸς Ἐργασίας δέχεται σήμερον τὴν διοίκησιν τῆς ΓΣΕΕ. Κατὰ τὴν συνάντησιν θὰ συζητηθῇ ἡ ἐφαρμογὴ τῶν συλλογικῶν συμβάσεων καὶ τὸ ζήτημα τῆς ἀνεργίας. Αἱ ἐργατικαὶ ὀργανώσεις τῆς πόλεως ἀνακοινώνουν ὅτι θὰ συμμετάσχουν εἰς τὰς ἐκλογὰς τῶν ἀντιπροσώπων. Ὁ πρόεδρος τῆς ἐπιτροπῆς κ. Γ. Ἀθανασιάδης ἐδήλωσεν ὅτι ἡ ἐπιτροπὴ θὰ ἐπιληφθῇ τοῦ ζητήματος. Ἡ Ὁμοσπονδία τῶν ἐργατῶν τῶν λιμένων ἀπεφάσισε τὴν ἀναστολὴν τῆς ἀπεργίας. Εἰς τὸ ἐργατικὸν κέντρον Θεσσαλονίκης ἐγένετο σύσκεψις τῶν διοικήσεων τῶν σωματείων, κατὰ τὴν ὁποίαν ἀπεφασίσθη ἡ ὑποβολὴ ὑπομνήματος. Ἡ ἐπιτροπὴ ἀπαρτίζεται ἐκ τῶν κ.κ. Α. Σταματοπούλου, Ν. Λαζαρίδου, Γ. Οἰκονόμου καὶ Χ. Παπαγεωργίου. Οἱ ἐργάται τῶν καπναποθηκῶν θὰ συνέλθουν αὔριον εἰς γενικὴν συνέλευσιν. Ὁ δὲ τέως πρόεδρος τοῦ Ν. Β. Πι-: [27, 39, 351, 1376]
headline-chou-enlai: Ο ΤΣΟΥ ΕΝ ΛΑΙ ΥΠΕΒΑΛΕ ΠΑΡΑΙΤΗΣΙΝ ΑΠΟ ΤΟ ΥΠΟΥΡΓΕΙΟΝ ΤΩΝ ΕΞΩΤΕΡΙΚΩΝ: [591, 834, 878, 887]
table-cell: [1151, 373, 1201, 384]
table-cell: 58021: [998, 261, 1049, 271]
table-cell: 31200: [794, 343, 845, 354]
table-cell: 1.000: [633, 322, 692, 333]
table-cell: 1.000: [1049, 271, 1100, 281]
table-cell: 1.000: [633, 302, 692, 313]
table-cell: 19930: [692, 373, 743, 384]
headline-foreign-briefs: ΜΙΚΡΑΙ ΕΞΩΤΕΡΙΚΑΙ ΕΙΔΗΣΕΙΣ: [715, 1227, 1072, 1254]
table-cell: 1.000: [845, 209, 896, 220]
table-cell: 1.000: [743, 322, 794, 333]
table-cell: 19105: [692, 343, 743, 354]
table-cell: 1.000: [947, 291, 998, 302]
table-cell: [1100, 373, 1151, 384]
table-cell: 1.000: [947, 302, 998, 313]
table-cell: 15889: [794, 199, 845, 210]
table-cell: 27330: [794, 291, 845, 302]
table-cell: 1.000: [947, 188, 998, 199]
headline-veterans: ΠΑΡΑΤΕΙΝΕΤΑΙ ΕΠΙ ΜΙΑΝ ΔΙΕΤΙΑΝ Η ΥΠΟΘΕΣΙΣ ΤΩΝ ΠΟΛΕΜΙΣΤΩΝ Π. 1836: [1395, 952, 1543, 1007]
table-cell: 1.000: [845, 240, 896, 251]
table-cell: 33063: [896, 188, 947, 199]
table-cell: 1.000: [947, 343, 998, 354]
table-cell: 1.000: [1151, 332, 1201, 343]
table-cell: 5600: [586, 322, 634, 333]
table-cell: 1.000: [743, 291, 794, 302]
table-cell: 37541: [896, 281, 947, 292]
table-cell: 1.000: [1151, 312, 1201, 322]
headline-clarification: ΜΙΑ ΔΙΕΥΚΡΙΝΗΣΙΣ ΤΟΥ Κ. ΧΑΤΖΗΑΠΟΣΤΟΛΟΥ: [899, 1262, 1207, 1278]
table-cell: 65031: [998, 353, 1049, 364]
table-cell: 1.000: [633, 250, 692, 261]
kicker: Ἡ ἀθλητικὴ κίνησις: [27, 39, 178, 57]
table-cell: 56423: [998, 250, 1049, 261]
headline-labor-news: ΑΙ ΕΡΓΑΤΙΚΑΙ ΕΙΔΗΣΕΙΣ: [50, 1023, 328, 1050]
table-cell: 19510: [692, 353, 743, 364]
table-cell: 1.000: [743, 343, 794, 354]
table-row: [586, 209, 1202, 220]
table-cell: 1.000: [743, 332, 794, 343]
table-cell: 42009: [896, 322, 947, 333]
table-cell: 1.000: [845, 188, 896, 199]
table-cell: 21610: [794, 250, 845, 261]
table-cell: 10418: [692, 229, 743, 240]
subhead-chen-yi: ΤΟΝ ΔΙΕΔΕΧΘΗ Ο ΣΤΡΑΤΑΡΧΗΣ ΤΣΕΝ ΛΙ: [602, 890, 867, 906]
lottery-band-500: ΚΕΡΔΗ 500 ΔΡΑΧΜΩΝ: [585, 390, 1202, 410]
table-cell: 76523: [1100, 302, 1151, 313]
table-cell: 44218: [896, 343, 947, 354]
table-cell: 29100: [794, 322, 845, 333]
table-cell: 1.000: [947, 240, 998, 251]
table-cell: 45107: [896, 353, 947, 364]
headline-kavala-tobacco: ΔΙΕΞΑΓΟΝΤΑΙ ΑΝΑΚΡΙΣΕΙΣ ΕΙΣ ΤΗΝ ΚΑΒΑΛΑΝ ΕΙΣ ΒΑΡΟΣ ΚΑΠΝΕΜΠΟΡΙΚΩΝ ΕΤΑΙΡΕΙΩΝ ΔΙΟΤΙ ΑΠΕΣΠΑΣΑΝ ΑΠΟ ΚΑΠΝΟΠΑΡΑΓΩΓΟΥΣ ΕΝ ΛΕΥΚΩ ΣΥΜΦΩΝΗΤΙΚΑ ΑΓΟΡΑΠΩΛΗΣΙΑΣ: [1225, 43, 1544, 151]
table-cell: 4875: [586, 302, 634, 313]
table-cell: 1.000: [1151, 250, 1201, 261]
table-cell: 1.000: [845, 312, 896, 322]
price-row: Κωνσταντ. 307,75: [370, 831, 547, 842]
headline-prisons: ΑΙ ΦΥΛΑΚΑΙ ΚΑΣΤΟΡΙΑΣ ΜΕΤΑΦΕΡΟΝΤΑΙ ΕΙΣ ΤΗΝ ΚΟΖΑΝΗΝ: [375, 903, 542, 946]
headline-oranges: 15.000 ΤΟΝ. ΠΟΡΤΟΚΑΛΙΩΝ ΠΑΡΑΜΕΝΟΥΝ ΑΔΙΑΘΕΤΟΙ: [370, 1269, 547, 1311]
table-row: [586, 291, 1202, 302]
subhead-university-tax: Ο ΦΟΡΟΣ ΤΟΥ ΠΑΝΕΠΙΣΤΗΜΙΟΥ: [1411, 489, 1527, 517]
table-cell: 1.000: [1049, 240, 1100, 251]
table-cell: 7900: [692, 188, 743, 199]
table-cell: 1.000: [633, 373, 692, 384]
headline-clergy-salary: ΗΥΞΗΜΕΝΟΝ ΚΑΤΑ 50 0\0 ΜΙΣΘΟΝ ΛΑΜΒΑΝΟΥΝ ΟΙ ΕΦΗΜΕΡΙΟΙ ΠΑΡΑΜΕΘΟΡΙΑΚΩΝ ΠΕΡΙΟΧΩΝ: [371, 44, 546, 113]
table-cell: 2.000: [743, 188, 794, 199]
table-cell: 19802: [692, 364, 743, 374]
table-cell: 1886: [586, 229, 634, 240]
column-rule: [568, 39, 569, 2341]
table-cell: 1.000: [1049, 312, 1100, 322]
table-cell: 1.000: [1049, 332, 1100, 343]
table-cell: 1.000: [947, 250, 998, 261]
table-header: Δραχ.: [845, 173, 896, 188]
headline-royals-ioannina: ΟΙ ΒΑΣΙΛΕΙΣ ΕΙΣ ΤΑΣ ΕΟΡΤΑΣ ΤΩΝ ΙΩΑΝΝΙΝΩΝ: [373, 1160, 544, 1189]
table-cell: 55048: [998, 229, 1049, 240]
table-cell: 2806: [586, 261, 634, 271]
table-cell: 1.000: [1151, 188, 1201, 199]
table-cell: [1100, 353, 1151, 364]
table-cell: 1.000: [845, 373, 896, 384]
table-cell: 1.000: [743, 199, 794, 210]
article-text: Σήμερον τὸ ἀπόγευμα εἰς τὸ γήπεδον τοῦ Σταδίου, θὰ πραγματοποιηθῇ μεταξὺ τῶν ὁμάδων Ἡρακλέους καὶ Θερμαϊκοῦ ὁ ἀγὼν Κυπέλλου Ἑλλάδος. Ἀμφότεραι αἱ ὁμάδες θὰ παρατάξουν τὰς πλέον πλήρεις αὐτῶν συνθέσεις.: [27, 368, 351, 415]
table-cell: 34344: [896, 229, 947, 240]
table-cell: 1.000: [743, 353, 794, 364]
table-cell: 33243: [896, 199, 947, 210]
table-cell: 16060: [692, 281, 743, 292]
table-cell: 2.000: [1049, 322, 1100, 333]
table-cell: [1151, 364, 1201, 374]
table-cell: 17700: [692, 322, 743, 333]
headline-exchangeable: ΝΕΑ ΔΙΑΜΑΡΤΥΡΙΑ ΚΑΤΟΧΩΝ ΑΝΤΑΛΛΑΞΙΜΩΝ: [955, 1030, 1152, 1059]
subhead-schedule: ΠΡΟΓΡΑΜΜΑΤΙΣΜΟΣ: [119, 829, 260, 845]
table-cell: 1.000: [633, 229, 692, 240]
table-cell: 2.000: [743, 209, 794, 220]
table-cell: 6025: [586, 332, 634, 343]
table-cell: 74475: [1100, 271, 1151, 281]
table-row: [586, 220, 1202, 230]
headline-championship: ΟΙ ΑΓΩΝΕΣ ΠΡΩΤΑΘΛΗΜΑΤΟΣ ΕΛΛΑΔΟΣ: [75, 289, 303, 364]
table-cell: 10945: [692, 240, 743, 251]
table-cell: 2105: [586, 240, 634, 251]
table-cell: 1.000: [633, 281, 692, 292]
table-cell: 47203: [896, 373, 947, 384]
table-cell: 1.000: [1049, 220, 1100, 230]
table-cell: 73093: [1100, 250, 1151, 261]
table-cell: 15386: [794, 188, 845, 199]
table-cell: 58433: [998, 271, 1049, 281]
headline-photographer: ΗΥΞΟΚΤΟΝΗΣΕΝ Ο ΦΩΤΟΓΡΑΦΟΣ Ν. ΝΙΚΟΛΑΙΔΗΣ: [931, 898, 1175, 926]
table-cell: 76303: [1100, 291, 1151, 302]
table-header: Δραχ.: [947, 173, 998, 188]
column-news-briefs: ΗΥΞΗΜΕΝΟΝ ΚΑΤΑ 50 0\0 ΜΙΣΘΟΝ ΛΑΜΒΑΝΟΥΝ ΟΙ ΕΦΗΜΕΡΙΟΙ ΠΑΡΑΜΕΘΟΡΙΑΚΩΝ ΠΕΡΙΟΧΩΝ ΑΘΗΝΑΙ, 11.— Ὁ ἀρχιεπίσκοπος Ἀθηνῶν κ. Θεόκλητος συνεχάρη τὴν κυβέρνησιν διὰ τὴν αὔξησιν τοῦ μισθοῦ. Ἡ αὔξησις τοῦ μισθοῦ τῶν ἐφημερίων τῶν παραμεθορίων περιοχῶν ἀπεφασίσθη ὑπὸ τοῦ ὑπουργικοῦ συμβουλίου. Οἱ ἐφημέριοι θὰ λαμβάνουν αὐξημένας ἀποδοχὰς ἀπὸ τοῦ προσεχοῦς μηνός. Ο Κ. ΠΡΩΤΟΠΑΠΑΔΑΚΗΣ ΘΕΩΡΕΙ ΕΑΥΤΟΝ ΕΝ ΑΠΟΛΥΤΩ ΤΑΞΕΙ ΑΘΗΝΑΙ, 11.— Ὁ ὑπουργὸς κ. Πρωτοπαπαδάκης ἐδήλωσεν ὅτι θεωρεῖ ἑαυτὸν ἐν ἀπολύτῳ τάξει ἔναντι τῶν κατηγοριῶν αἱ ὁποῖαι διετυπώθησαν εἰς βάρος του. Ἡ ἐπιτροπὴ ἐξετάζει τὸ ζήτημα. ΣΥΓΧΡΟΝΙΣΜΕΝΑ ΟΙΚΗΜΑΤΑ ΔΙΑ ΤΑ ΑΓΡΟΤΙΚΑ ΚΑΙ ΚΟΙΝΟΤΙΚΑ ΙΑΤΡΕΙΑ ΑΘΗΝΑΙ, 11.— Πρὸς τὸ σκοπὸν τῆς βελτιώσεως τῆς ὑγειονομικῆς περιθάλψεως τῶν κατοίκων τῆς ὑπαίθρου θὰ ἀνεγερθοῦν συγχρονισμένα οἰκήματα διὰ τὰ ἀγροτικὰ καὶ κοινοτικὰ ἰατρεῖα. Ἡ δαπάνη θὰ καλυφθῇ ἐκ τοῦ προϋπολογισμοῦ. Η ΕΛΛΑΣ ΘΑ ΜΕΤΑΣΧΗ ΤΟΥ 11ΟΥ ΣΥΝΕΔΡΙΟΥ ΤΩΝ ΒΥΖΑΝΤΙΝΟΛΟΓΩΝ ΑΘΗΝΑΙ, 11.— Ἡ Ἑλλὰς θὰ μετάσχῃ τοῦ 11ου διεθνοῦς συνεδρίου τῶν βυζαντινολόγων, τὸ ὁποῖον θὰ συνέλθῃ τὸν προσεχῆ Σεπτέμβριον εἰς Μόναχον. Τὴν ἑλληνικὴν ἀντιπροσωπείαν θὰ ἀποτελέσουν καθηγηταὶ τοῦ Πανεπιστημίου. 307,75 ΔΡΑΧ. Η ΧΡΥΣΗ ΛΙΡΑ ΕΙΣ ΤΗΝ ΘΕΣΣΑΛΟΝΙΚΗΝ ΚΑΙ 306,80 ΕΙΣ ΤΑΣ ΑΘΗΝΑΣ Ἡ τιμὴ τῆς χρυσῆς λίρας ἐσημείωσε χθὲς εἰς τὴν ἀγορὰν τῆς Θεσσαλονίκης ἐλαφρὰν πτῶσιν. Αἱ τιμαὶ τῶν λοιπῶν νομισμάτων εἶχον ὡς ἑξῆς: Κωνσταντ. 307,75 Κάλπικα 252,00 Βασιλ. 255,00 Λούδοβ. 300,00 Ρεάλ 305,50 ΑΙ ΦΥΛΑΚΑΙ ΚΑΣΤΟΡΙΑΣ ΜΕΤΑΦΕΡΟΝΤΑΙ ΕΙΣ ΤΗΝ ΚΟΖΑΝΗΝ ΚΑΣΤΟΡΙΑ, 11.— Αἱ φυλακαὶ τῆς πόλεως, αἱ ὁποῖαι στεγάζονται εἰς ἀκατάλληλον οἴκημα, θὰ μεταφερθοῦν εἰς τὴν Κοζάνην. Ἡ ἀπόφασις ἐλήφθη ὑπὸ τοῦ ὑπουργείου Δικαιοσύνης. ΕΛΗΞΑΝ ΑΙ ΕΡΓΑΣΙΑΙ ΤΗΣ ΔΙΑΣΚΕΨΕΩΣ ΕΛΛΑΔΟΣ — ΒΟΥΛΓΑΡΙΑΣ Ἔληξαν χθὲς αἱ ἐργασίαι τῆς ἑλληνοβουλγαρικῆς διασκέψεως διὰ τὴν ρύθμισιν τῶν συνοριακῶν ζητημάτων. Ὑπεγράφη πρωτόκολλον. ΟΙ ΒΑΣΙΛΕΙΣ ΕΙΣ ΤΑΣ ΕΟΡΤΑΣ ΤΩΝ ΙΩΑΝΝΙΝΩΝ ΙΩΑΝΝΙΝΑ, 11.— Τὸ ἀνάκτορον ἐπληροφόρησε τὰς τοπικὰς ἀρχὰς ὅτι οἱ Βασιλεῖς θὰ παραστοῦν εἰς τὰς ἑορτὰς τῆς ἀπελευθερώσεως τῆς πόλεως. 15.000 ΤΟΝ. ΠΟΡΤΟΚΑΛΙΩΝ ΠΑΡΑΜΕΝΟΥΝ ΑΔΙΑΘΕΤΟΙ ΧΑΝΙΑ, 11.— Εἰς τὰς ἀποθήκας τῶν παραγωγῶν παραμένουν ἀδιάθετοι 15.000 τόννοι πορτοκαλίων. Οἱ παραγωγοὶ ζητοῦν τὴν λῆψιν μέτρων. ΑΙ ΠΑΛΑΙΑΙ ΟΦΕΙΛΑΙ ΠΡΟΣ ΤΟ ΤΑΜΕΙΟΝ ΚΟΙΝΩΝΙΚΩΝ ΑΘΗΝΑΙ, 11.— Ὑπὸ τοῦ ὑπουργείου ἀπεφασίσθη ἡ ρύθμισις τῶν παλαιῶν ὀφειλῶν πρὸς τὸ Ταμεῖον Κοινωνικῶν Ἀσφαλίσεων εἰς δόσεις. ΜΠΥΡΑ ΕΛΛΗΝΙΚΗ ΚΑΙ ΣΤΗΝ ΙΤΑΛΙΑΝ Πληροφορούμεθα ὅτι ἑλληνικὸς ζυθοποιεῖον θὰ ἐξάγῃ ζύθον εἰς τὴν Ἰταλίαν. Αἱ πρῶται ἀποστολαὶ θὰ πραγματοποιηθοῦν προσεχῶς.: [370, 44, 547, 1590]
table-cell: 1.000: [1151, 302, 1201, 313]
table-cell: 1.000: [1049, 199, 1100, 210]
table-header: Δραχ.: [1049, 173, 1100, 188]
table-header: Ἀριθ.: [586, 173, 634, 188]
table-cell: 73468: [1100, 261, 1151, 271]
table-header: Ἀριθ.: [794, 173, 845, 188]
table-cell: 1.000: [743, 271, 794, 281]
column-rule: [361, 39, 362, 2341]
table-cell: 78020: [1100, 332, 1151, 343]
table-cell: 54109: [998, 209, 1049, 220]
table-cell: 1.000: [947, 199, 998, 210]
table-row: [586, 240, 1202, 251]
headline-lovers: ΔΥΟ ΕΡΩΤΕΥΜΕΝΟΙ ΑΛΛΗΛΟΑΠΗΧΘΗΣΑΝ ΑΛΛ' Η ΩΡΑΙΑ ΔΗΜΗΤΡΑ ΜΕΤΑΝΟΗΣΑΣΑ ΙΣΧΥΡΙΣΘΗ ΟΤΙ ΑΠΗΧΘΗ ΑΚΟΥΣΙΩΣ ΤΗΣ: [1221, 881, 1547, 931]
table-cell: 1.000: [1151, 261, 1201, 271]
table-cell: 1.000: [1151, 291, 1201, 302]
table-cell: 1.000: [1049, 291, 1100, 302]
table-cell: 1.000: [1049, 229, 1100, 240]
subhead-drama: ΕΙΣ ΤΗΝ ΔΡΑΜΑΝ: [1326, 235, 1443, 251]
table-row: [586, 332, 1202, 343]
table-cell: 1.000: [845, 343, 896, 354]
table-cell: 25168: [794, 271, 845, 281]
table-cell: 4596: [586, 291, 634, 302]
table-cell: 1.000: [743, 229, 794, 240]
table-cell: 2.000: [947, 220, 998, 230]
headline-weather: Ο ΚΑΙΡΟΣ ΣΗΜΕΡΟΝ: [1399, 797, 1538, 812]
table-cell: 43130: [896, 332, 947, 343]
table-cell: 1.000: [845, 291, 896, 302]
headline-espionage: ΕΠΙΛΟΧΙΑΣ ΔΙΚΑΖΕΤΑΙ ΕΙΣ ΤΗΝ ΒΑΣΙΓΚΤΩΝ ΩΣ ΚΑΤΑΣΚΟΠΟΣ ΤΗΣ ΣΟΒΙΕΤΙΚΗΣ ΡΩΣΣΙΑΣ: [593, 996, 876, 1049]
subhead-sunday: ΟΙ ΑΓΩΝΕΣ ΤΗΣ ΚΥΡΙΑΚΗΣ: [101, 558, 277, 573]
table-row: [586, 373, 1202, 384]
headline-gold-sovereign: 307,75 ΔΡΑΧ. Η ΧΡΥΣΗ ΛΙΡΑ ΕΙΣ ΤΗΝ ΘΕΣΣΑΛΟΝΙΚΗΝ ΚΑΙ 306,80 ΕΙΣ ΤΑΣ ΑΘΗΝΑΣ: [377, 708, 540, 763]
table-header: Ἀριθ.: [692, 173, 743, 188]
article-text: Αἱ συναντήσεις τῆς Κυριακῆς εἰς τὰς ἐπαρχίας καὶ τὸ πρόγραμμα τῶν ἀγώνων.: [27, 577, 351, 602]
table-cell: 21219: [794, 240, 845, 251]
table-cell: 2.000: [1151, 240, 1201, 251]
table-cell: 54353: [998, 220, 1049, 230]
table-cell: 1.000: [845, 229, 896, 240]
table-cell: 1.000: [1151, 229, 1201, 240]
lead-text: Αἱ δύο ἀντίπαλοι ὁμάδες θὰ παρατάξουν πλήρεις συνθέσεις.— Οἱ φιλικοὶ ἀγῶνες τῶν ἐπαρχιῶν.—Αἱ συναντήσεις τῆς 5ης ἀγωνιστικῆς ἡμέρας πρωταθλήματος Ἑλλάδος.: [27, 238, 351, 273]
table-cell: 48183: [998, 188, 1049, 199]
table-cell: 1.000: [633, 240, 692, 251]
table-row: [586, 312, 1202, 322]
table-cell: 1.000: [1151, 271, 1201, 281]
headline-social-fund: ΑΙ ΠΑΛΑΙΑΙ ΟΦΕΙΛΑΙ ΠΡΟΣ ΤΟ ΤΑΜΕΙΟΝ ΚΟΙΝΩΝΙΚΩΝ: [370, 1392, 547, 1434]
table-cell: 13960: [692, 261, 743, 271]
